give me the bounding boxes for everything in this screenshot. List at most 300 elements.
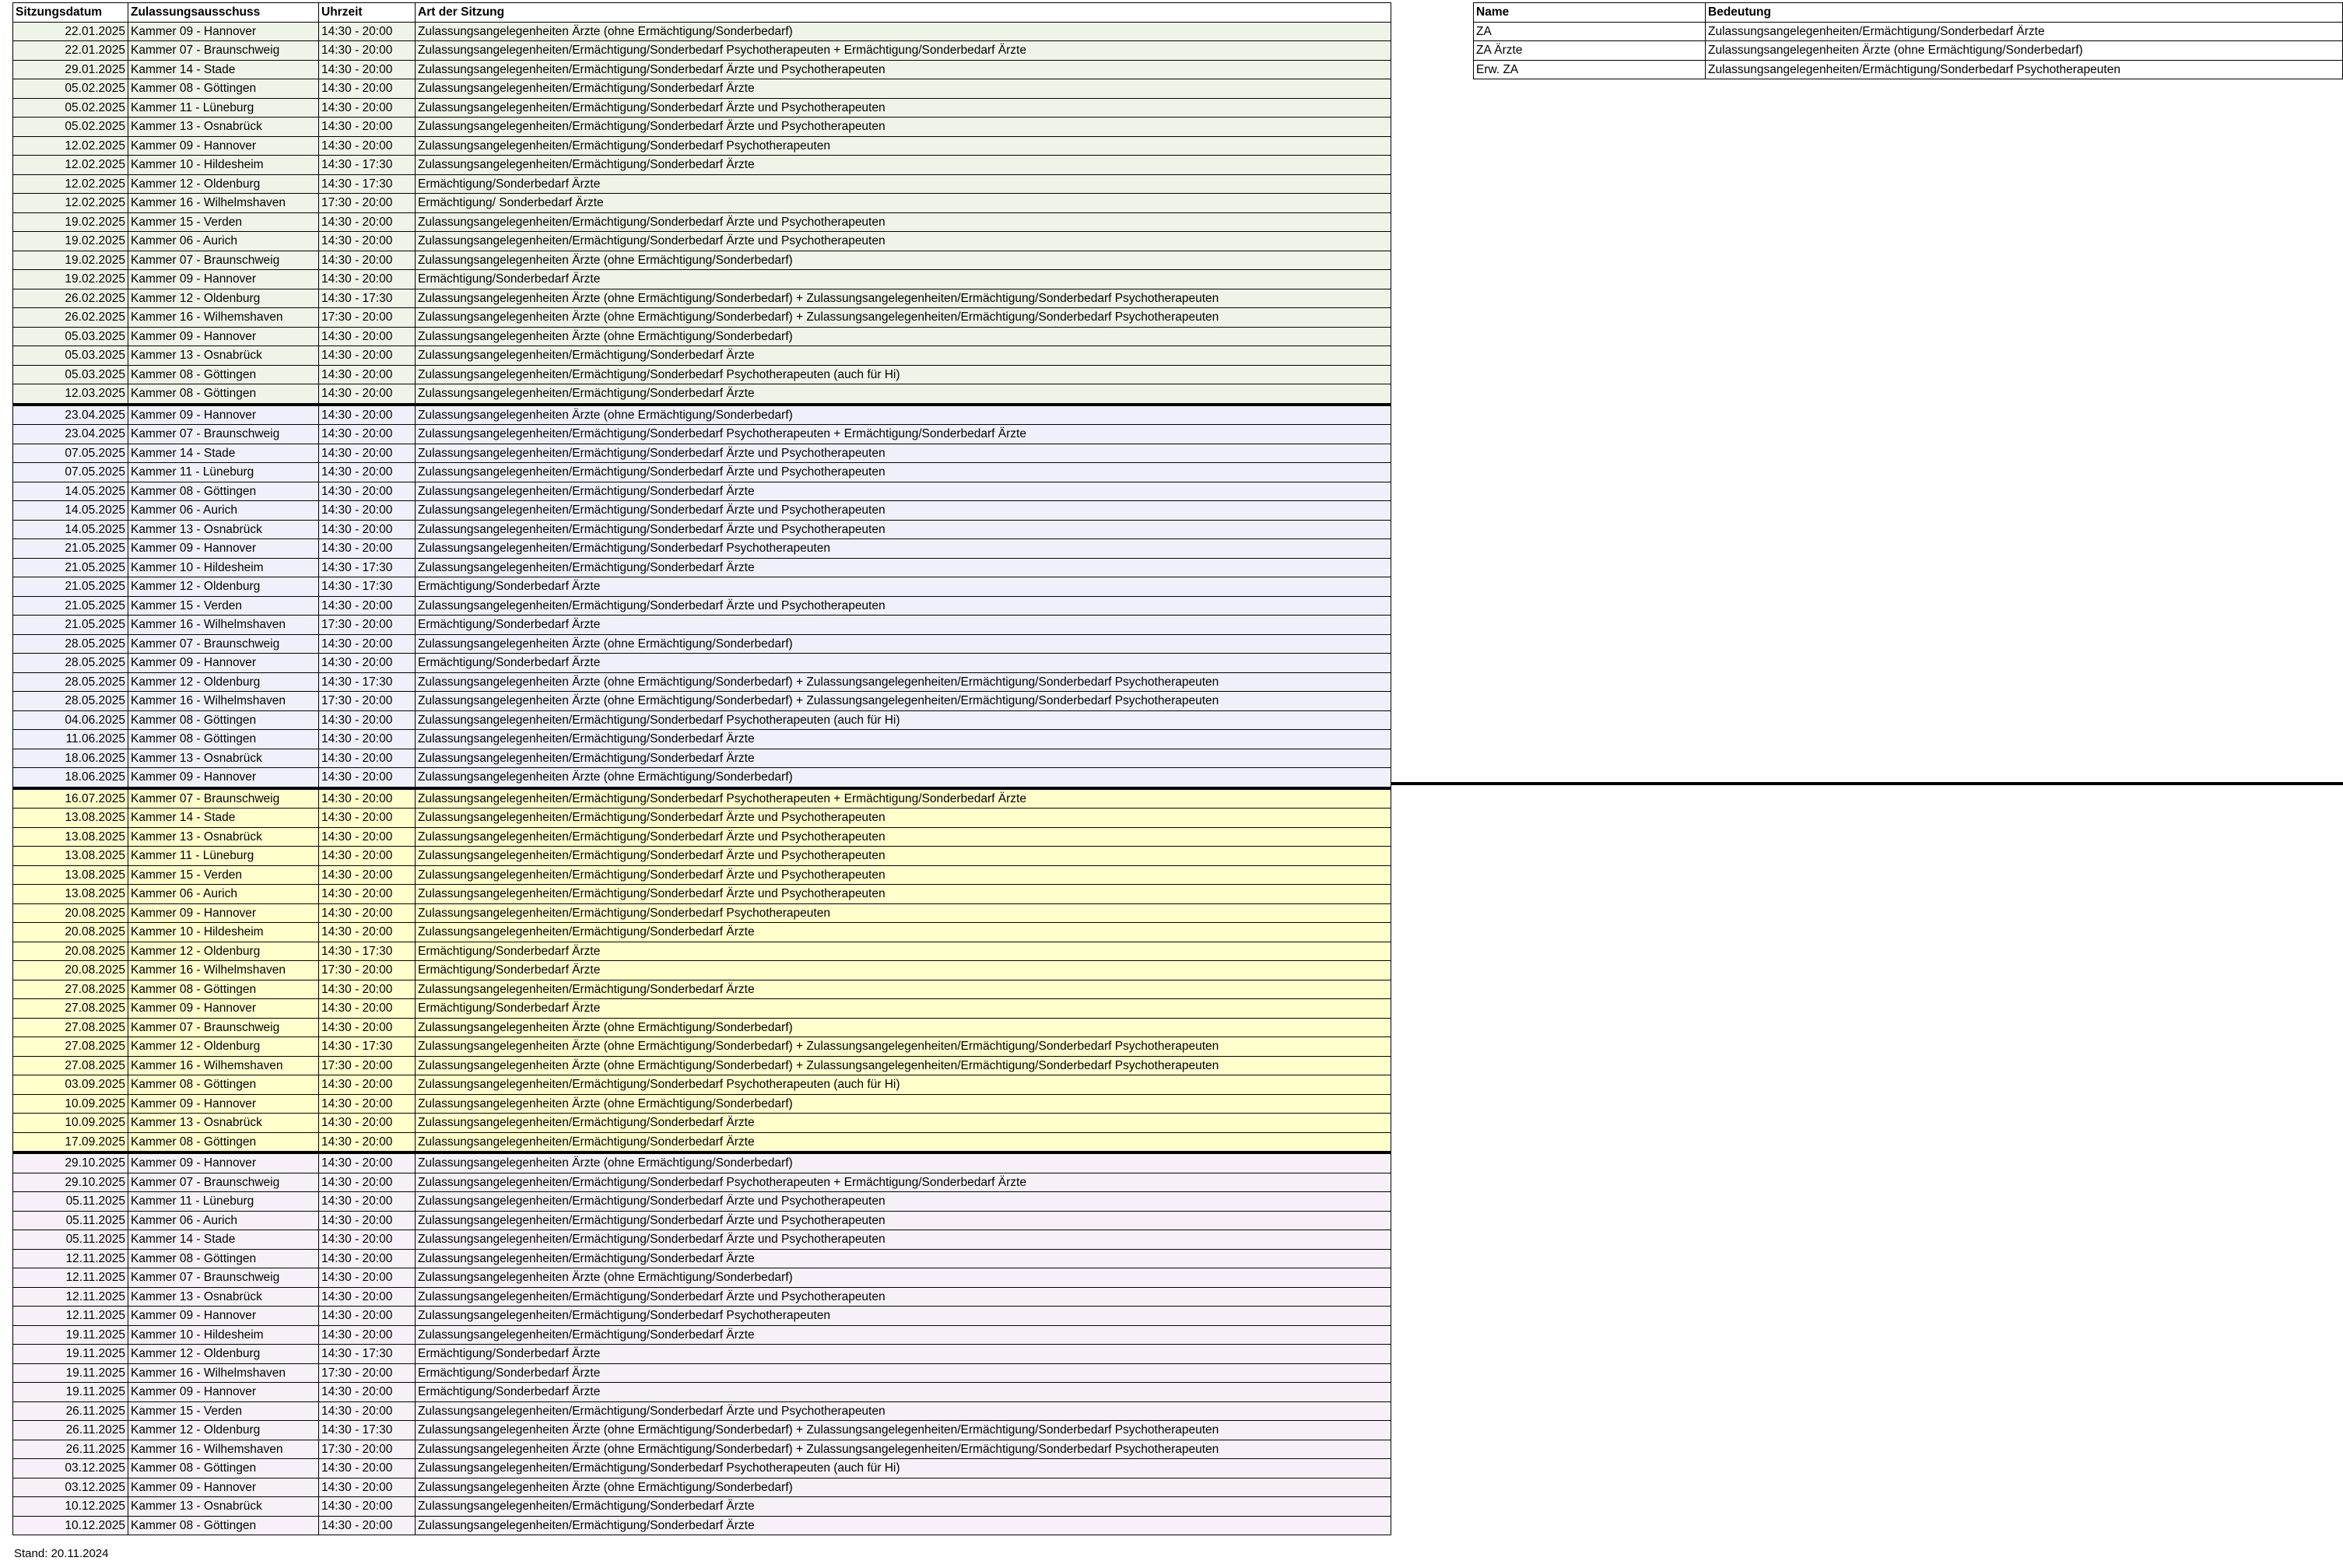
cell-session-type: Zulassungsangelegenheiten/Ermächtigung/Sonderbedarf Ärzte und Psychotherapeuten [416,885,1391,904]
table-row [13,1440,1391,1459]
table-row [13,308,1391,328]
table-row [13,634,1391,654]
cell-session-type: Ermächtigung/Sonderbedarf Ärzte [416,961,1391,980]
table-row [13,865,1391,885]
cell-time: 17:30 - 20:00 [319,194,416,213]
cell-session-type: Zulassungsangelegenheiten/Ermächtigung/Sonderbedarf Psychotherapeuten (auch für Hi) [416,1459,1391,1479]
cell-committee: Kammer 09 - Hannover [128,327,319,346]
cell-time: 14:30 - 20:00 [319,1307,416,1326]
cell-committee: Kammer 08 - Göttingen [128,1459,319,1479]
cell-date: 20.08.2025 [13,942,128,961]
cell-time: 17:30 - 20:00 [319,692,416,711]
cell-session-type: Zulassungsangelegenheiten/Ermächtigung/Sonderbedarf Psychotherapeuten (auch für Hi) [416,365,1391,384]
cell-date: 29.10.2025 [13,1173,128,1192]
table-row [13,903,1391,923]
table-row [13,1459,1391,1479]
table-row [13,501,1391,521]
cell-time: 17:30 - 20:00 [319,308,416,328]
cell-time: 14:30 - 20:00 [319,60,416,79]
table-row [13,809,1391,828]
table-row [13,730,1391,749]
cell-session-type: Zulassungsangelegenheiten Ärzte (ohne Ermächtigung/Sonderbedarf) + Zulassungsangelegenheiten/Ermächtigung/Sonderbedarf Psychotherapeuten [416,1037,1391,1057]
cell-committee: Kammer 07 - Braunschweig [128,251,319,270]
cell-date: 11.06.2025 [13,730,128,749]
cell-time: 17:30 - 20:00 [319,1363,416,1383]
cell-time: 14:30 - 20:00 [319,539,416,559]
cell-session-type: Ermächtigung/Sonderbedarf Ärzte [416,999,1391,1019]
cell-time: 14:30 - 20:00 [319,251,416,270]
table-row [13,520,1391,539]
cell-session-type: Zulassungsangelegenheiten/Ermächtigung/Sonderbedarf Ärzte und Psychotherapeuten [416,596,1391,616]
legend-meaning: Zulassungsangelegenheiten/Ermächtigung/Sonderbedarf Ärzte [1706,22,2343,41]
cell-session-type: Zulassungsangelegenheiten/Ermächtigung/Sonderbedarf Ärzte und Psychotherapeuten [416,520,1391,539]
cell-session-type: Zulassungsangelegenheiten/Ermächtigung/Sonderbedarf Ärzte [416,923,1391,942]
cell-session-type: Zulassungsangelegenheiten/Ermächtigung/Sonderbedarf Ärzte [416,482,1391,501]
cell-committee: Kammer 06 - Aurich [128,232,319,251]
cell-session-type: Ermächtigung/Sonderbedarf Ärzte [416,174,1391,194]
cell-committee: Kammer 16 - Wilhelmshaven [128,961,319,980]
table-row [13,22,1391,41]
cell-time: 14:30 - 20:00 [319,22,416,41]
table-row [13,1173,1391,1192]
cell-date: 21.05.2025 [13,616,128,635]
cell-date: 10.12.2025 [13,1497,128,1517]
cell-session-type: Zulassungsangelegenheiten Ärzte (ohne Ermächtigung/Sonderbedarf) [416,1152,1391,1173]
cell-committee: Kammer 08 - Göttingen [128,980,319,999]
cell-time: 14:30 - 17:30 [319,1421,416,1440]
cell-time: 17:30 - 20:00 [319,1440,416,1459]
cell-time: 14:30 - 20:00 [319,1192,416,1212]
cell-committee: Kammer 06 - Aurich [128,885,319,904]
cell-committee: Kammer 10 - Hildesheim [128,923,319,942]
cell-session-type: Zulassungsangelegenheiten/Ermächtigung/Sonderbedarf Psychotherapeuten [416,1307,1391,1326]
table-row [13,174,1391,194]
table-row [13,1307,1391,1326]
cell-time: 14:30 - 20:00 [319,1230,416,1250]
cell-session-type: Zulassungsangelegenheiten/Ermächtigung/Sonderbedarf Ärzte und Psychotherapeuten [416,809,1391,828]
table-row [13,1516,1391,1535]
cell-time: 14:30 - 20:00 [319,999,416,1019]
cell-time: 14:30 - 20:00 [319,1152,416,1173]
cell-time: 14:30 - 20:00 [319,1268,416,1288]
cell-date: 13.08.2025 [13,809,128,828]
cell-committee: Kammer 07 - Braunschweig [128,41,319,61]
cell-session-type: Zulassungsangelegenheiten/Ermächtigung/Sonderbedarf Ärzte und Psychotherapeuten [416,1287,1391,1307]
cell-date: 13.08.2025 [13,885,128,904]
cell-date: 29.01.2025 [13,60,128,79]
cell-date: 14.05.2025 [13,482,128,501]
cell-session-type: Zulassungsangelegenheiten/Ermächtigung/Sonderbedarf Ärzte und Psychotherapeuten [416,827,1391,847]
cell-date: 13.08.2025 [13,847,128,866]
header-time: Uhrzeit [319,3,416,23]
cell-date: 26.11.2025 [13,1440,128,1459]
cell-committee: Kammer 12 - Oldenburg [128,174,319,194]
cell-session-type: Zulassungsangelegenheiten/Ermächtigung/Sonderbedarf Ärzte [416,1114,1391,1133]
cell-committee: Kammer 10 - Hildesheim [128,1325,319,1345]
cell-time: 14:30 - 17:30 [319,1345,416,1364]
cell-date: 26.02.2025 [13,289,128,308]
cell-committee: Kammer 06 - Aurich [128,501,319,521]
cell-time: 14:30 - 20:00 [319,346,416,366]
table-row [13,327,1391,346]
legend-body [1474,22,2343,79]
cell-session-type: Zulassungsangelegenheiten Ärzte (ohne Ermächtigung/Sonderbedarf) [416,768,1391,788]
table-row [13,980,1391,999]
cell-committee: Kammer 08 - Göttingen [128,365,319,384]
cell-committee: Kammer 13 - Osnabrück [128,1114,319,1133]
cell-time: 17:30 - 20:00 [319,961,416,980]
schedule-body [13,22,1391,1535]
table-row [13,1152,1391,1173]
cell-date: 14.05.2025 [13,520,128,539]
cell-session-type: Zulassungsangelegenheiten/Ermächtigung/Sonderbedarf Ärzte und Psychotherapeuten [416,212,1391,232]
legend-meaning: Zulassungsangelegenheiten Ärzte (ohne Ermächtigung/Sonderbedarf) [1706,41,2343,61]
cell-time: 14:30 - 20:00 [319,212,416,232]
cell-committee: Kammer 12 - Oldenburg [128,577,319,597]
table-row [13,232,1391,251]
cell-date: 19.11.2025 [13,1325,128,1345]
cell-time: 14:30 - 20:00 [319,384,416,405]
cell-date: 28.05.2025 [13,654,128,673]
cell-time: 14:30 - 20:00 [319,501,416,521]
table-row [13,346,1391,366]
table-row [13,1114,1391,1133]
cell-committee: Kammer 13 - Osnabrück [128,827,319,847]
cell-session-type: Zulassungsangelegenheiten/Ermächtigung/Sonderbedarf Ärzte und Psychotherapeuten [416,1211,1391,1230]
cell-session-type: Zulassungsangelegenheiten Ärzte (ohne Ermächtigung/Sonderbedarf) [416,1268,1391,1288]
cell-committee: Kammer 09 - Hannover [128,539,319,559]
cell-time: 14:30 - 20:00 [319,520,416,539]
cell-time: 14:30 - 20:00 [319,118,416,137]
cell-committee: Kammer 07 - Braunschweig [128,1173,319,1192]
table-row [13,136,1391,156]
table-row [13,923,1391,942]
cell-date: 27.08.2025 [13,1037,128,1057]
cell-committee: Kammer 16 - Wilhemshaven [128,1056,319,1075]
cell-committee: Kammer 13 - Osnabrück [128,118,319,137]
cell-committee: Kammer 14 - Stade [128,1230,319,1250]
cell-time: 14:30 - 20:00 [319,1018,416,1037]
cell-session-type: Zulassungsangelegenheiten Ärzte (ohne Ermächtigung/Sonderbedarf) + Zulassungsangelegenheiten/Ermächtigung/Sonderbedarf Psychotherapeuten [416,672,1391,692]
table-row [13,156,1391,175]
legend-header-row [1474,3,2343,23]
cell-time: 14:30 - 17:30 [319,558,416,577]
cell-time: 14:30 - 20:00 [319,1132,416,1152]
cell-date: 04.06.2025 [13,710,128,730]
cell-time: 14:30 - 20:00 [319,270,416,289]
cell-date: 27.08.2025 [13,1018,128,1037]
cell-date: 20.08.2025 [13,923,128,942]
table-row [13,405,1391,425]
table-row [13,654,1391,673]
cell-date: 03.09.2025 [13,1075,128,1095]
cell-session-type: Zulassungsangelegenheiten/Ermächtigung/Sonderbedarf Ärzte [416,1497,1391,1517]
cell-date: 18.06.2025 [13,749,128,768]
cell-session-type: Zulassungsangelegenheiten Ärzte (ohne Ermächtigung/Sonderbedarf) + Zulassungsangelegenheiten/Ermächtigung/Sonderbedarf Psychotherapeuten [416,692,1391,711]
cell-session-type: Zulassungsangelegenheiten/Ermächtigung/Sonderbedarf Psychotherapeuten [416,903,1391,923]
cell-session-type: Zulassungsangelegenheiten Ärzte (ohne Ermächtigung/Sonderbedarf) + Zulassungsangelegenheiten/Ermächtigung/Sonderbedarf Psychotherapeuten [416,308,1391,328]
cell-time: 14:30 - 17:30 [319,577,416,597]
cell-date: 03.12.2025 [13,1478,128,1497]
cell-time: 14:30 - 20:00 [319,1401,416,1421]
cell-time: 17:30 - 20:00 [319,1056,416,1075]
table-row [13,558,1391,577]
cell-date: 19.02.2025 [13,270,128,289]
cell-time: 14:30 - 20:00 [319,136,416,156]
cell-committee: Kammer 09 - Hannover [128,999,319,1019]
cell-committee: Kammer 08 - Göttingen [128,482,319,501]
cell-date: 19.11.2025 [13,1383,128,1402]
cell-date: 13.08.2025 [13,865,128,885]
cell-committee: Kammer 11 - Lüneburg [128,1192,319,1212]
cell-committee: Kammer 11 - Lüneburg [128,847,319,866]
cell-session-type: Zulassungsangelegenheiten/Ermächtigung/Sonderbedarf Psychotherapeuten + Ermächtigung/Sonderbedarf Ärzte [416,1173,1391,1192]
cell-session-type: Zulassungsangelegenheiten/Ermächtigung/Sonderbedarf Ärzte und Psychotherapeuten [416,118,1391,137]
legend-name: ZA Ärzte [1474,41,1706,61]
table-row [13,98,1391,118]
table-row [13,788,1391,809]
cell-date: 10.09.2025 [13,1114,128,1133]
cell-date: 10.12.2025 [13,1516,128,1535]
table-row [13,577,1391,597]
cell-session-type: Zulassungsangelegenheiten Ärzte (ohne Ermächtigung/Sonderbedarf) + Zulassungsangelegenheiten/Ermächtigung/Sonderbedarf Psychotherapeuten [416,1056,1391,1075]
cell-committee: Kammer 12 - Oldenburg [128,672,319,692]
table-row [13,885,1391,904]
cell-session-type: Zulassungsangelegenheiten/Ermächtigung/Sonderbedarf Ärzte [416,1132,1391,1152]
cell-date: 05.02.2025 [13,98,128,118]
cell-committee: Kammer 09 - Hannover [128,1383,319,1402]
cell-date: 17.09.2025 [13,1132,128,1152]
table-row [13,463,1391,482]
cell-committee: Kammer 12 - Oldenburg [128,289,319,308]
table-row [13,1478,1391,1497]
cell-time: 17:30 - 20:00 [319,616,416,635]
cell-time: 14:30 - 20:00 [319,768,416,788]
cell-time: 14:30 - 20:00 [319,1459,416,1479]
cell-date: 21.05.2025 [13,596,128,616]
table-row [13,616,1391,635]
legend-header-meaning: Bedeutung [1706,3,2343,23]
cell-time: 14:30 - 20:00 [319,1114,416,1133]
cell-date: 05.11.2025 [13,1192,128,1212]
table-row [13,1363,1391,1383]
legend-row [1474,22,2343,41]
cell-committee: Kammer 09 - Hannover [128,1094,319,1114]
table-row [13,79,1391,99]
cell-committee: Kammer 08 - Göttingen [128,1075,319,1095]
cell-date: 22.01.2025 [13,22,128,41]
cell-session-type: Zulassungsangelegenheiten Ärzte (ohne Ermächtigung/Sonderbedarf) + Zulassungsangelegenheiten/Ermächtigung/Sonderbedarf Psychotherapeuten [416,1421,1391,1440]
cell-date: 16.07.2025 [13,788,128,809]
cell-session-type: Zulassungsangelegenheiten/Ermächtigung/Sonderbedarf Ärzte und Psychotherapeuten [416,1230,1391,1250]
cell-time: 14:30 - 20:00 [319,1478,416,1497]
table-row [13,1037,1391,1057]
cell-date: 27.08.2025 [13,999,128,1019]
cell-date: 12.02.2025 [13,194,128,213]
cell-date: 05.02.2025 [13,118,128,137]
cell-session-type: Zulassungsangelegenheiten/Ermächtigung/Sonderbedarf Ärzte [416,1325,1391,1345]
table-row [13,749,1391,768]
cell-committee: Kammer 08 - Göttingen [128,1249,319,1268]
cell-date: 05.03.2025 [13,327,128,346]
cell-date: 12.11.2025 [13,1287,128,1307]
cell-time: 14:30 - 20:00 [319,482,416,501]
cell-session-type: Zulassungsangelegenheiten Ärzte (ohne Ermächtigung/Sonderbedarf) + Zulassungsangelegenheiten/Ermächtigung/Sonderbedarf Psychotherapeuten [416,1440,1391,1459]
cell-committee: Kammer 12 - Oldenburg [128,1345,319,1364]
cell-time: 14:30 - 20:00 [319,865,416,885]
cell-committee: Kammer 16 - Wilhelmshaven [128,1363,319,1383]
cell-date: 28.05.2025 [13,692,128,711]
cell-committee: Kammer 09 - Hannover [128,1307,319,1326]
table-row [13,1401,1391,1421]
cell-time: 14:30 - 17:30 [319,672,416,692]
table-row [13,212,1391,232]
cell-date: 10.09.2025 [13,1094,128,1114]
schedule-table [12,2,1391,1535]
cell-session-type: Zulassungsangelegenheiten/Ermächtigung/Sonderbedarf Ärzte [416,79,1391,99]
table-row [13,1192,1391,1212]
cell-committee: Kammer 15 - Verden [128,865,319,885]
cell-session-type: Zulassungsangelegenheiten Ärzte (ohne Ermächtigung/Sonderbedarf) [416,634,1391,654]
cell-session-type: Zulassungsangelegenheiten Ärzte (ohne Ermächtigung/Sonderbedarf) [416,1478,1391,1497]
table-row [13,710,1391,730]
cell-time: 14:30 - 20:00 [319,1211,416,1230]
cell-time: 14:30 - 20:00 [319,1325,416,1345]
cell-date: 18.06.2025 [13,768,128,788]
cell-committee: Kammer 12 - Oldenburg [128,942,319,961]
cell-session-type: Ermächtigung/Sonderbedarf Ärzte [416,654,1391,673]
cell-committee: Kammer 09 - Hannover [128,136,319,156]
cell-committee: Kammer 07 - Braunschweig [128,634,319,654]
table-row [13,672,1391,692]
cell-committee: Kammer 09 - Hannover [128,405,319,425]
cell-time: 14:30 - 17:30 [319,156,416,175]
header-session-type: Art der Sitzung [416,3,1391,23]
table-row [13,1325,1391,1345]
cell-session-type: Ermächtigung/Sonderbedarf Ärzte [416,270,1391,289]
cell-time: 14:30 - 20:00 [319,1249,416,1268]
table-row [13,596,1391,616]
cell-session-type: Zulassungsangelegenheiten/Ermächtigung/Sonderbedarf Ärzte und Psychotherapeuten [416,60,1391,79]
cell-date: 27.08.2025 [13,980,128,999]
cell-session-type: Ermächtigung/Sonderbedarf Ärzte [416,942,1391,961]
table-row [13,1497,1391,1517]
cell-committee: Kammer 07 - Braunschweig [128,425,319,444]
table-row [13,1345,1391,1364]
cell-session-type: Zulassungsangelegenheiten/Ermächtigung/Sonderbedarf Psychotherapeuten + Ermächtigung/Sonderbedarf Ärzte [416,788,1391,809]
table-row [13,1383,1391,1402]
cell-date: 03.12.2025 [13,1459,128,1479]
cell-session-type: Zulassungsangelegenheiten/Ermächtigung/Sonderbedarf Psychotherapeuten + Ermächtigung/Sonderbedarf Ärzte [416,41,1391,61]
cell-time: 14:30 - 20:00 [319,1383,416,1402]
cell-session-type: Zulassungsangelegenheiten/Ermächtigung/Sonderbedarf Ärzte [416,346,1391,366]
cell-date: 12.11.2025 [13,1268,128,1288]
cell-session-type: Zulassungsangelegenheiten/Ermächtigung/Sonderbedarf Ärzte und Psychotherapeuten [416,98,1391,118]
cell-session-type: Zulassungsangelegenheiten Ärzte (ohne Ermächtigung/Sonderbedarf) [416,327,1391,346]
cell-committee: Kammer 15 - Verden [128,596,319,616]
cell-committee: Kammer 16 - Wilhemshaven [128,1440,319,1459]
cell-time: 14:30 - 20:00 [319,405,416,425]
cell-time: 14:30 - 20:00 [319,923,416,942]
cell-session-type: Zulassungsangelegenheiten/Ermächtigung/Sonderbedarf Psychotherapeuten (auch für Hi) [416,710,1391,730]
cell-session-type: Zulassungsangelegenheiten/Ermächtigung/Sonderbedarf Ärzte [416,730,1391,749]
cell-time: 14:30 - 20:00 [319,980,416,999]
cell-session-type: Zulassungsangelegenheiten/Ermächtigung/Sonderbedarf Ärzte [416,980,1391,999]
cell-time: 14:30 - 20:00 [319,1173,416,1192]
cell-session-type: Zulassungsangelegenheiten/Ermächtigung/Sonderbedarf Psychotherapeuten [416,539,1391,559]
cell-time: 14:30 - 17:30 [319,174,416,194]
cell-session-type: Zulassungsangelegenheiten/Ermächtigung/Sonderbedarf Ärzte [416,558,1391,577]
cell-date: 12.02.2025 [13,136,128,156]
cell-time: 14:30 - 20:00 [319,365,416,384]
cell-committee: Kammer 08 - Göttingen [128,710,319,730]
cell-date: 12.02.2025 [13,156,128,175]
cell-committee: Kammer 12 - Oldenburg [128,1421,319,1440]
cell-date: 26.02.2025 [13,308,128,328]
cell-time: 14:30 - 20:00 [319,1075,416,1095]
table-row [13,1075,1391,1095]
table-row [13,942,1391,961]
table-row [13,539,1391,559]
cell-committee: Kammer 07 - Braunschweig [128,1018,319,1037]
cell-time: 14:30 - 20:00 [319,730,416,749]
cell-committee: Kammer 09 - Hannover [128,1152,319,1173]
table-row [13,251,1391,270]
cell-session-type: Zulassungsangelegenheiten Ärzte (ohne Ermächtigung/Sonderbedarf) [416,251,1391,270]
legend-name: ZA [1474,22,1706,41]
table-row [13,365,1391,384]
table-row [13,1268,1391,1288]
cell-date: 22.01.2025 [13,41,128,61]
cell-session-type: Ermächtigung/ Sonderbedarf Ärzte [416,194,1391,213]
header-date: Sitzungsdatum [13,3,128,23]
table-row [13,270,1391,289]
cell-committee: Kammer 06 - Aurich [128,1211,319,1230]
cell-session-type: Zulassungsangelegenheiten Ärzte (ohne Ermächtigung/Sonderbedarf) [416,1018,1391,1037]
cell-committee: Kammer 15 - Verden [128,212,319,232]
cell-session-type: Zulassungsangelegenheiten/Ermächtigung/Sonderbedarf Ärzte und Psychotherapeuten [416,847,1391,866]
cell-date: 21.05.2025 [13,577,128,597]
cell-session-type: Ermächtigung/Sonderbedarf Ärzte [416,616,1391,635]
cell-date: 27.08.2025 [13,1056,128,1075]
table-row [13,444,1391,463]
cell-time: 14:30 - 20:00 [319,1497,416,1517]
legend-row [1474,41,2343,61]
cell-date: 23.04.2025 [13,425,128,444]
cell-committee: Kammer 08 - Göttingen [128,1132,319,1152]
cell-time: 14:30 - 20:00 [319,425,416,444]
cell-date: 05.11.2025 [13,1211,128,1230]
table-row [13,1018,1391,1037]
cell-committee: Kammer 09 - Hannover [128,270,319,289]
cell-session-type: Zulassungsangelegenheiten/Ermächtigung/Sonderbedarf Psychotherapeuten + Ermächtigung/Sonderbedarf Ärzte [416,425,1391,444]
schedule-header-row [13,3,1391,23]
cell-date: 19.11.2025 [13,1345,128,1364]
cell-session-type: Zulassungsangelegenheiten/Ermächtigung/Sonderbedarf Ärzte [416,749,1391,768]
cell-session-type: Zulassungsangelegenheiten/Ermächtigung/Sonderbedarf Ärzte [416,1249,1391,1268]
table-row [13,1230,1391,1250]
cell-session-type: Zulassungsangelegenheiten/Ermächtigung/Sonderbedarf Ärzte und Psychotherapeuten [416,501,1391,521]
cell-date: 20.08.2025 [13,903,128,923]
cell-session-type: Zulassungsangelegenheiten Ärzte (ohne Ermächtigung/Sonderbedarf) [416,22,1391,41]
table-row [13,194,1391,213]
cell-committee: Kammer 13 - Osnabrück [128,1497,319,1517]
cell-session-type: Ermächtigung/Sonderbedarf Ärzte [416,577,1391,597]
table-row [13,1094,1391,1114]
table-row [13,692,1391,711]
cell-date: 20.08.2025 [13,961,128,980]
cell-time: 14:30 - 20:00 [319,79,416,99]
